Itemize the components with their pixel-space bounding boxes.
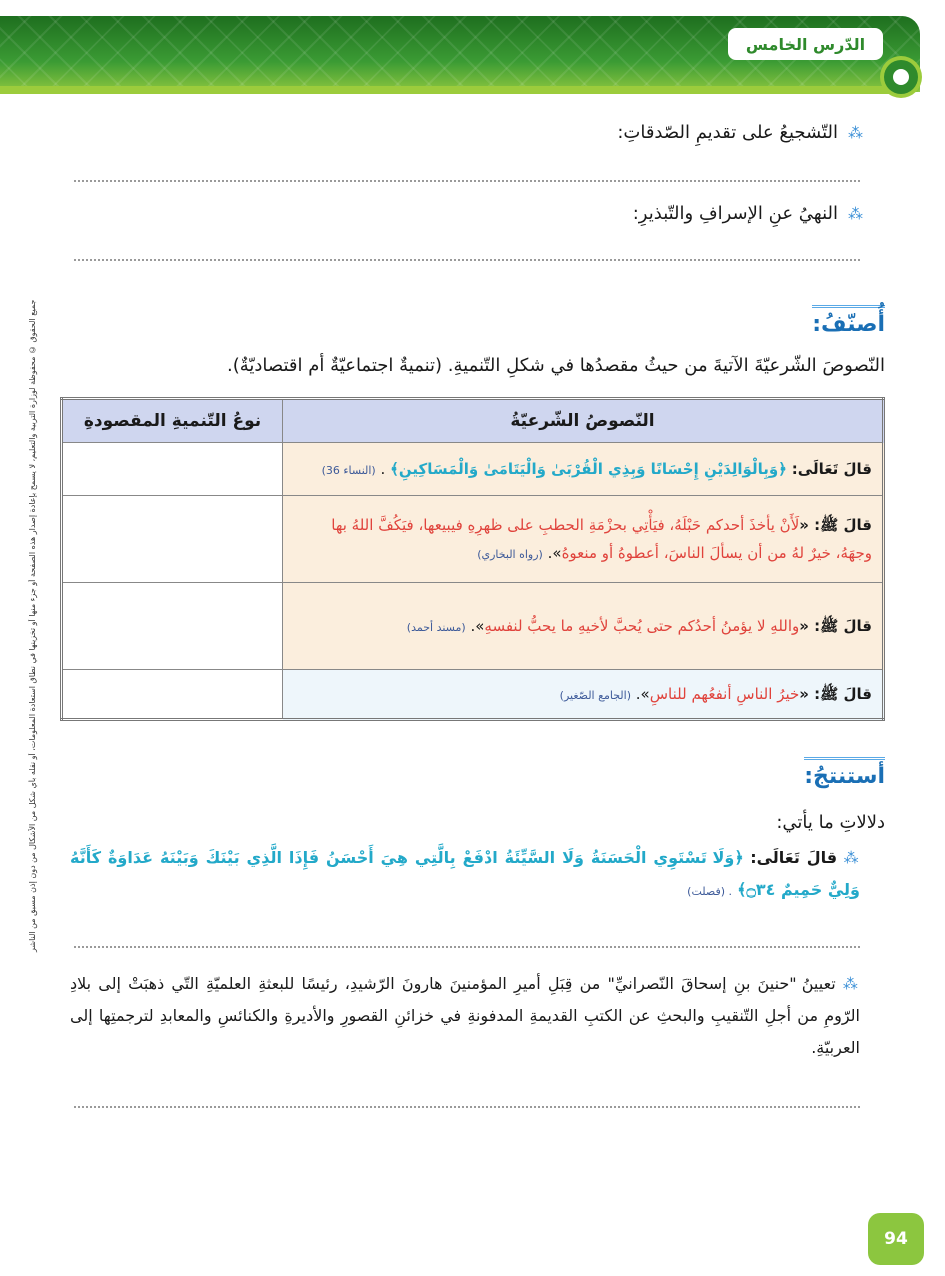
text-prefix: قالَ ﷺ: « bbox=[799, 515, 872, 534]
table-row bbox=[62, 443, 884, 496]
sparkle-bullet-icon: ⁂ bbox=[848, 204, 860, 223]
text-suffix: ». bbox=[547, 544, 562, 562]
text-suffix: . bbox=[380, 459, 386, 478]
conclude-item-1 bbox=[70, 842, 860, 906]
table-row bbox=[62, 670, 884, 720]
text-cell bbox=[283, 583, 884, 670]
column-header-type: نوعُ التّنميةِ المقصودةِ bbox=[62, 399, 283, 443]
hadith-text: خيرُ الناسِ أنفعُهم للناسِ bbox=[649, 684, 800, 703]
item-text: تعيينُ "حنينَ بنِ إسحاقَ النّصرانيِّ" من قِبَلِ أميرِ المؤمنينَ هارونَ الرّشيدِ، رئيسًا للبعثةِ العلميّةِ التّي ذهبَتْ إلى بلادِ الرّومِ من أجلِ التّنقيبِ والبحثِ عن الكتبِ القديمةِ المدفونةِ في خزائنِ القصورِ والأديرةِ والكنائسِ والمعابدِ لترجمتِها إلى العربيّةِ. bbox=[70, 974, 860, 1057]
column-header-texts: النّصوصُ الشّرعيّةُ bbox=[283, 399, 884, 443]
quran-text: ﴿وَلَا تَسْتَوِي الْحَسَنَةُ وَلَا السَّيِّئَةُ ادْفَعْ بِالَّتِي هِيَ أَحْسَنُ فَإِذَا الَّذِي بَيْنَكَ وَبَيْنَهُ عَدَاوَةٌ كَأَنَّهُ وَلِيٌّ حَمِيمٌ ۝٣٤﴾ bbox=[70, 848, 860, 899]
conclude-intro: دلالاتِ ما يأتي: bbox=[776, 812, 885, 833]
lesson-label: الدّرس الخامس bbox=[728, 28, 883, 60]
classification-table bbox=[60, 397, 885, 721]
conclude-title: أستنتجُ: bbox=[804, 757, 885, 789]
text-cell bbox=[283, 670, 884, 720]
header-strip bbox=[0, 86, 900, 94]
page-number: 94 bbox=[868, 1213, 924, 1265]
top-item-text: التّشجيعُ على تقديمِ الصّدقاتِ: bbox=[617, 122, 838, 143]
text-suffix: ». bbox=[635, 684, 650, 703]
table-row bbox=[62, 496, 884, 583]
top-item-1 bbox=[617, 122, 860, 143]
banner-ring-ornament bbox=[884, 60, 918, 94]
text-suffix: ». bbox=[470, 616, 485, 635]
top-item-text: النهيُ عنِ الإسرافِ والتّبذيرِ: bbox=[632, 203, 838, 224]
source-reference: (مسند أحمد) bbox=[406, 620, 466, 634]
answer-cell[interactable] bbox=[62, 496, 283, 583]
answer-line[interactable] bbox=[74, 946, 860, 948]
answer-cell[interactable] bbox=[62, 670, 283, 720]
text-prefix: قالَ تَعَالَى: bbox=[791, 459, 872, 478]
answer-cell[interactable] bbox=[62, 443, 283, 496]
classify-intro: النّصوصَ الشّرعيّةَ الآتيةَ من حيثُ مقصدُها في شكلِ التّنميةِ. (تنميةٌ اجتماعيّةٌ أم اقتصاديّةٌ). bbox=[226, 355, 885, 376]
answer-cell[interactable] bbox=[62, 583, 283, 670]
text-prefix: قالَ تَعَالَى: bbox=[750, 848, 838, 867]
source-reference: (رواه البخاري) bbox=[477, 548, 543, 561]
answer-line[interactable] bbox=[74, 259, 860, 261]
text-cell bbox=[283, 443, 884, 496]
answer-line[interactable] bbox=[74, 180, 860, 182]
sparkle-bullet-icon: ⁂ bbox=[843, 849, 861, 867]
text-prefix: قالَ ﷺ: « bbox=[799, 684, 872, 703]
answer-line[interactable] bbox=[74, 1106, 860, 1108]
hadith-text: واللهِ لا يؤمنُ أحدُكم حتى يُحبَّ لأخيهِ ما يحبُّ لنفسهِ bbox=[484, 616, 800, 635]
hadith-text: لَأَنْ يأخذَ أحدكم حَبْلَهُ، فيَأْتِي بحزْمَةِ الحطبِ على ظهرِهِ فيبيعها، فيَكُفَّ اللهُ بها وجهَهُ، خيرٌ لهُ من أن يسألَ الناسَ، أعطوهُ أو منعوهُ bbox=[331, 515, 872, 562]
quran-text: ﴿وَبِالْوَالِدَيْنِ إِحْسَانًا وَبِذِي الْقُرْبَىٰ وَالْيَتَامَىٰ وَالْمَسَاكِينِ﴾ bbox=[390, 459, 787, 478]
text-prefix: قالَ ﷺ: « bbox=[799, 616, 872, 635]
sparkle-bullet-icon: ⁂ bbox=[842, 975, 861, 993]
source-reference: . (فصلت) bbox=[687, 885, 732, 898]
source-reference: (الجامع الصّغير) bbox=[559, 688, 631, 702]
conclude-item-2 bbox=[70, 968, 860, 1064]
source-reference: (النساء 36) bbox=[321, 463, 376, 477]
copyright-side-note: جميع الحقوق © محفوظة لوزارة التربية والتعليم، لا يسمح بإعادة إصدار هذه الصفحة أو جزء منها أو تخزينها في نطاق استعادة المعلومات، أو نقله بأي شكل من الأشكال من دون إذن مسبق من الناشر bbox=[28, 300, 37, 953]
text-cell bbox=[283, 496, 884, 583]
classify-title: أُصنّفُ: bbox=[812, 305, 885, 337]
top-item-2 bbox=[633, 203, 860, 224]
table-row bbox=[62, 583, 884, 670]
sparkle-bullet-icon: ⁂ bbox=[848, 123, 860, 142]
